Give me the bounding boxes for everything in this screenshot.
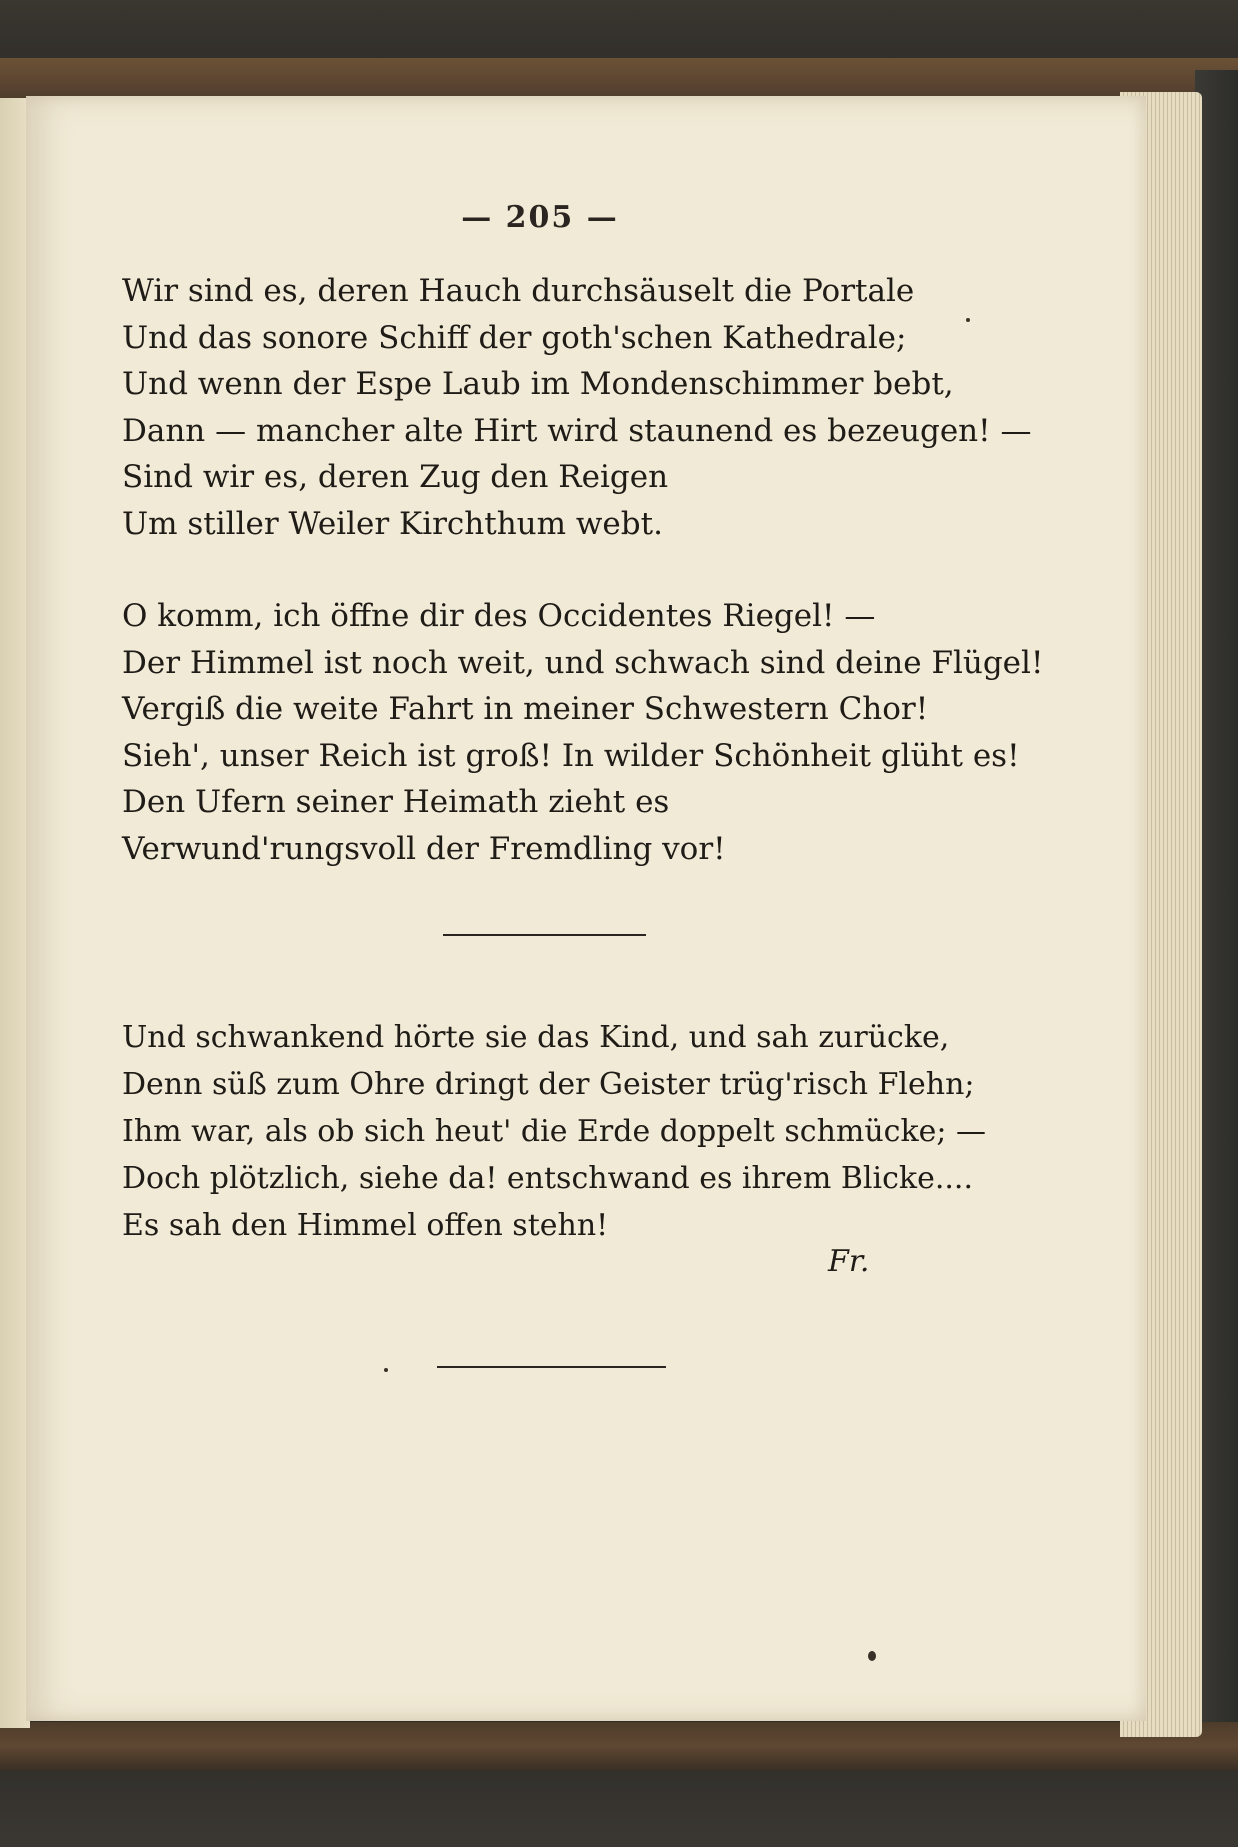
verse-line: Verwund'rungsvoll der Fremdling vor! xyxy=(122,830,726,867)
page-number: — 205 — xyxy=(461,200,619,235)
verse-line: Wir sind es, deren Hauch durchsäuselt die Portale xyxy=(122,273,915,309)
stanza-1 xyxy=(122,268,1031,547)
verse-line: Sind wir es, deren Zug den Reigen xyxy=(122,459,669,495)
book-cover-bottom xyxy=(0,1722,1238,1770)
end-divider xyxy=(437,1366,666,1368)
verse-line: Den Ufern seiner Heimath zieht es xyxy=(122,784,670,820)
stanza-3 xyxy=(122,1014,986,1249)
verse-line: Und schwankend hörte sie das Kind, und sah zurücke, xyxy=(122,1020,950,1055)
verse-line: Es sah den Himmel offen stehn! xyxy=(122,1208,609,1243)
stanza-2 xyxy=(122,593,1043,872)
section-divider xyxy=(443,934,646,936)
verse-line: Denn süß zum Ohre dringt der Geister trüg'risch Flehn; xyxy=(122,1067,975,1102)
verse-line: Doch plötzlich, siehe da! entschwand es ihrem Blicke.... xyxy=(122,1161,973,1196)
ink-blot xyxy=(868,1651,876,1661)
verse-line: Um stiller Weiler Kirchthum webt. xyxy=(122,505,663,542)
verse-line: Sieh', unser Reich ist groß! In wilder Schönheit glüht es! xyxy=(122,737,1020,774)
verse-line: Dann — mancher alte Hirt wird staunend es bezeugen! — xyxy=(122,412,1032,449)
verse-line: O komm, ich öffne dir des Occidentes Riegel! — xyxy=(122,598,876,634)
verse-line: Und das sonore Schiff der goth'schen Kathedrale; xyxy=(122,319,907,356)
verse-line: Ihm war, als ob sich heut' die Erde doppelt schmücke; — xyxy=(122,1114,987,1149)
verse-line: Vergiß die weite Fahrt in meiner Schwestern Chor! xyxy=(122,691,929,727)
author-signature: Fr. xyxy=(828,1244,870,1279)
verse-line: Und wenn der Espe Laub im Mondenschimmer bebt, xyxy=(122,366,954,402)
paper-speck xyxy=(384,1368,388,1372)
verse-line: Der Himmel ist noch weit, und schwach sind deine Flügel! xyxy=(122,644,1044,681)
